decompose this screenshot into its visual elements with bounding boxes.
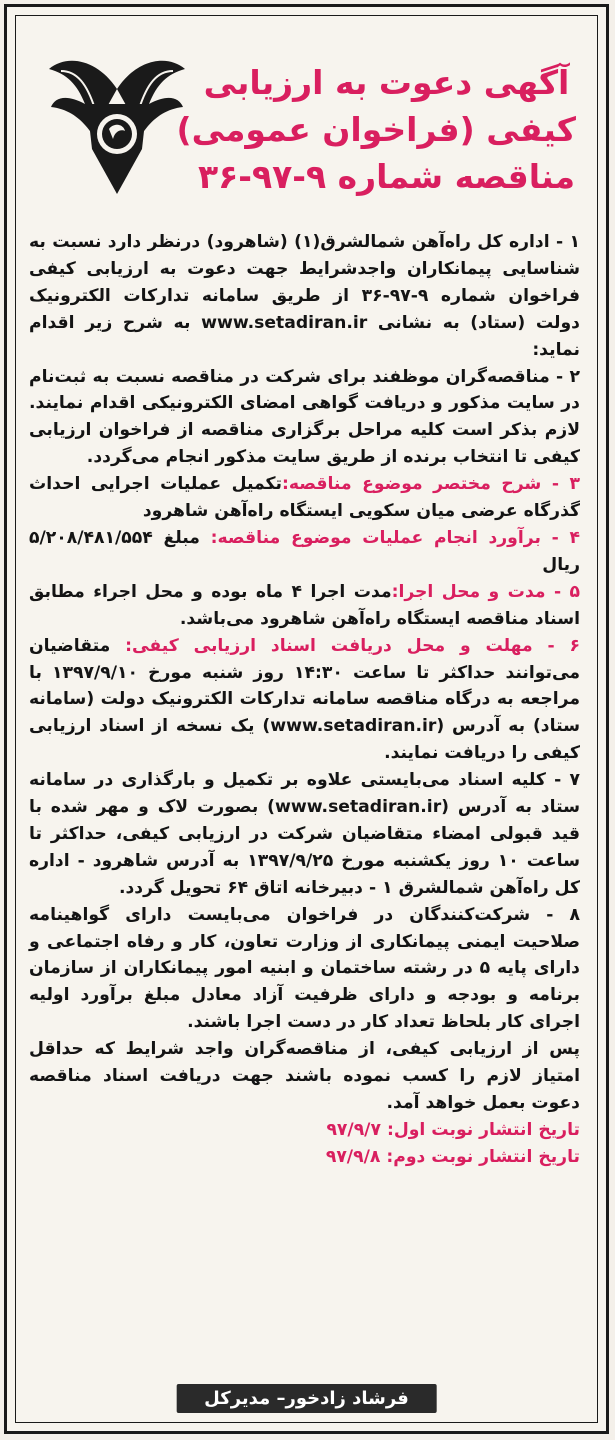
- notice-title: [176, 59, 576, 200]
- setadiran-link-2[interactable]: www.setadiran.ir: [270, 716, 437, 737]
- paragraph-closing-text: پس از ارزیابی کیفی، از مناقصه‌گران واجد شرایط که حداقل امتیاز لازم را کسب نموده باشند جهت دریافت اسناد مناقصه دعوت بعمل خواهد آمد.: [29, 1039, 580, 1113]
- title-line-3: مناقصه شماره ۹-۹۷-۳۶: [197, 157, 575, 196]
- paragraph-1: [29, 229, 580, 364]
- setadiran-link-1[interactable]: www.setadiran.ir: [201, 312, 368, 333]
- paragraph-6-heading: ۶ - مهلت و محل دریافت اسناد ارزیابی کیفی:: [125, 635, 581, 656]
- paragraph-3-text: تکمیل عملیات اجرایی احداث گذرگاه عرضی میان سکویی ایستگاه راه‌آهن شاهرود: [29, 474, 580, 522]
- paragraph-6: [29, 633, 580, 768]
- paragraph-5: [29, 579, 580, 633]
- paragraph-3-heading: ۳ - شرح مختصر موضوع مناقصه:: [281, 474, 580, 495]
- paragraph-8: [29, 902, 580, 1037]
- paragraph-1-text: ۱ - اداره کل راه‌آهن شمالشرق(۱) (شاهرود) درنظر دارد نسبت به شناسایی پیمانکاران واجدشرایط جهت دعوت به ارزیابی کیفی فراخوان شماره ۹-۹۷-۳۶ از طریق سامانه تدارکات الکترونیک دولت (ستاد) به نشانی: [29, 232, 581, 333]
- paragraph-4-text: مبلغ ۵/۲۰۸/۴۸۱/۵۵۴ ریال: [29, 527, 580, 575]
- paragraph-4-heading: ۴ - برآورد انجام عملیات موضوع مناقصه:: [210, 527, 580, 548]
- setadiran-link-3[interactable]: www.setadiran.ir: [275, 797, 442, 818]
- paragraph-8-text: ۸ - شرکت‌کنندگان در فراخوان می‌بایست دارای گواهینامه صلاحیت ایمنی پیمانکاری از وزارت تعاون، کار و رفاه اجتماعی و دارای پایه ۵ در رشته ساختمان و ابنیه امور پیمانکاران از سازمان برنامه و بودجه و دارای ظرفیت آزاد معادل مبلغ برآورد اولیه اجرای کار بلحاظ تعداد کار در دست اجرا باشند.: [29, 904, 580, 1033]
- paragraph-7: [29, 767, 580, 902]
- notice-header: [7, 19, 606, 209]
- paragraph-6-text: متقاضیان می‌توانند حداکثر تا ساعت ۱۴:۳۰ روز شنبه مورخ ۱۳۹۷/۹/۱۰ با مراجعه به درگاه مناقصه سامانه تدارکات الکترونیک دولت (سامانه ستاد) به آدرس (: [29, 635, 580, 737]
- title-line-1: آگهی دعوت به ارزیابی: [203, 63, 570, 102]
- publication-date-second: تاریخ انتشار نوبت دوم: ۹۷/۹/۸: [325, 1146, 580, 1167]
- paragraph-closing: [29, 1036, 580, 1117]
- paragraph-3: [29, 471, 580, 525]
- railway-winged-emblem-icon: [47, 49, 187, 199]
- publication-date-first: تاریخ انتشار نوبت اول: ۹۷/۹/۷: [326, 1119, 580, 1140]
- paragraph-4: [29, 525, 580, 579]
- paragraph-7-tail: ) بصورت لاک و مهر شده با قید قبولی امضاء متقاضیان شرکت در ارزیابی کیفی، حداکثر تا ساعت ۱۰ روز یکشنبه مورخ ۱۳۹۷/۹/۲۵ به آدرس شاهرود - اداره کل راه‌آهن شمالشرق ۱ - دبیرخانه اتاق ۶۴ تحویل گردد.: [29, 797, 580, 898]
- paragraph-6-tail: ) یک نسخه از اسناد ارزیابی کیفی را دریافت نمایند.: [29, 716, 580, 764]
- title-line-2: کیفی (فراخوان عمومی): [176, 110, 576, 149]
- paragraph-5-text: مدت اجرا ۴ ماه بوده و محل اجراء مطابق اسناد مناقصه ایستگاه راه‌آهن شاهرود می‌باشد.: [29, 581, 580, 629]
- notice-frame: [4, 4, 609, 1434]
- paragraph-7-text: ۷ - کلیه اسناد می‌بایستی علاوه بر تکمیل و بارگذاری در سامانه ستاد به آدرس (: [29, 770, 581, 818]
- paragraph-2: [29, 364, 580, 472]
- notice-body: [29, 229, 580, 1171]
- paragraph-2-text: ۲ - مناقصه‌گران موظفند برای شرکت در مناقصه نسبت به ثبت‌نام در سایت مذکور و دریافت گواهی امضای الکترونیکی اقدام نمایند. لازم بذکر است کلیه مراحل برگزاری مناقصه از فراخوان ارزیابی کیفی تا انتخاب برنده از طریق سایت مذکور انجام می‌گردد.: [29, 366, 580, 468]
- paragraph-5-heading: ۵ - مدت و محل اجرا:: [391, 581, 581, 602]
- paragraph-1-tail: به شرح زیر اقدام نماید:: [29, 312, 580, 360]
- signature-banner: فرشاد زادخور– مدیرکل: [176, 1384, 437, 1413]
